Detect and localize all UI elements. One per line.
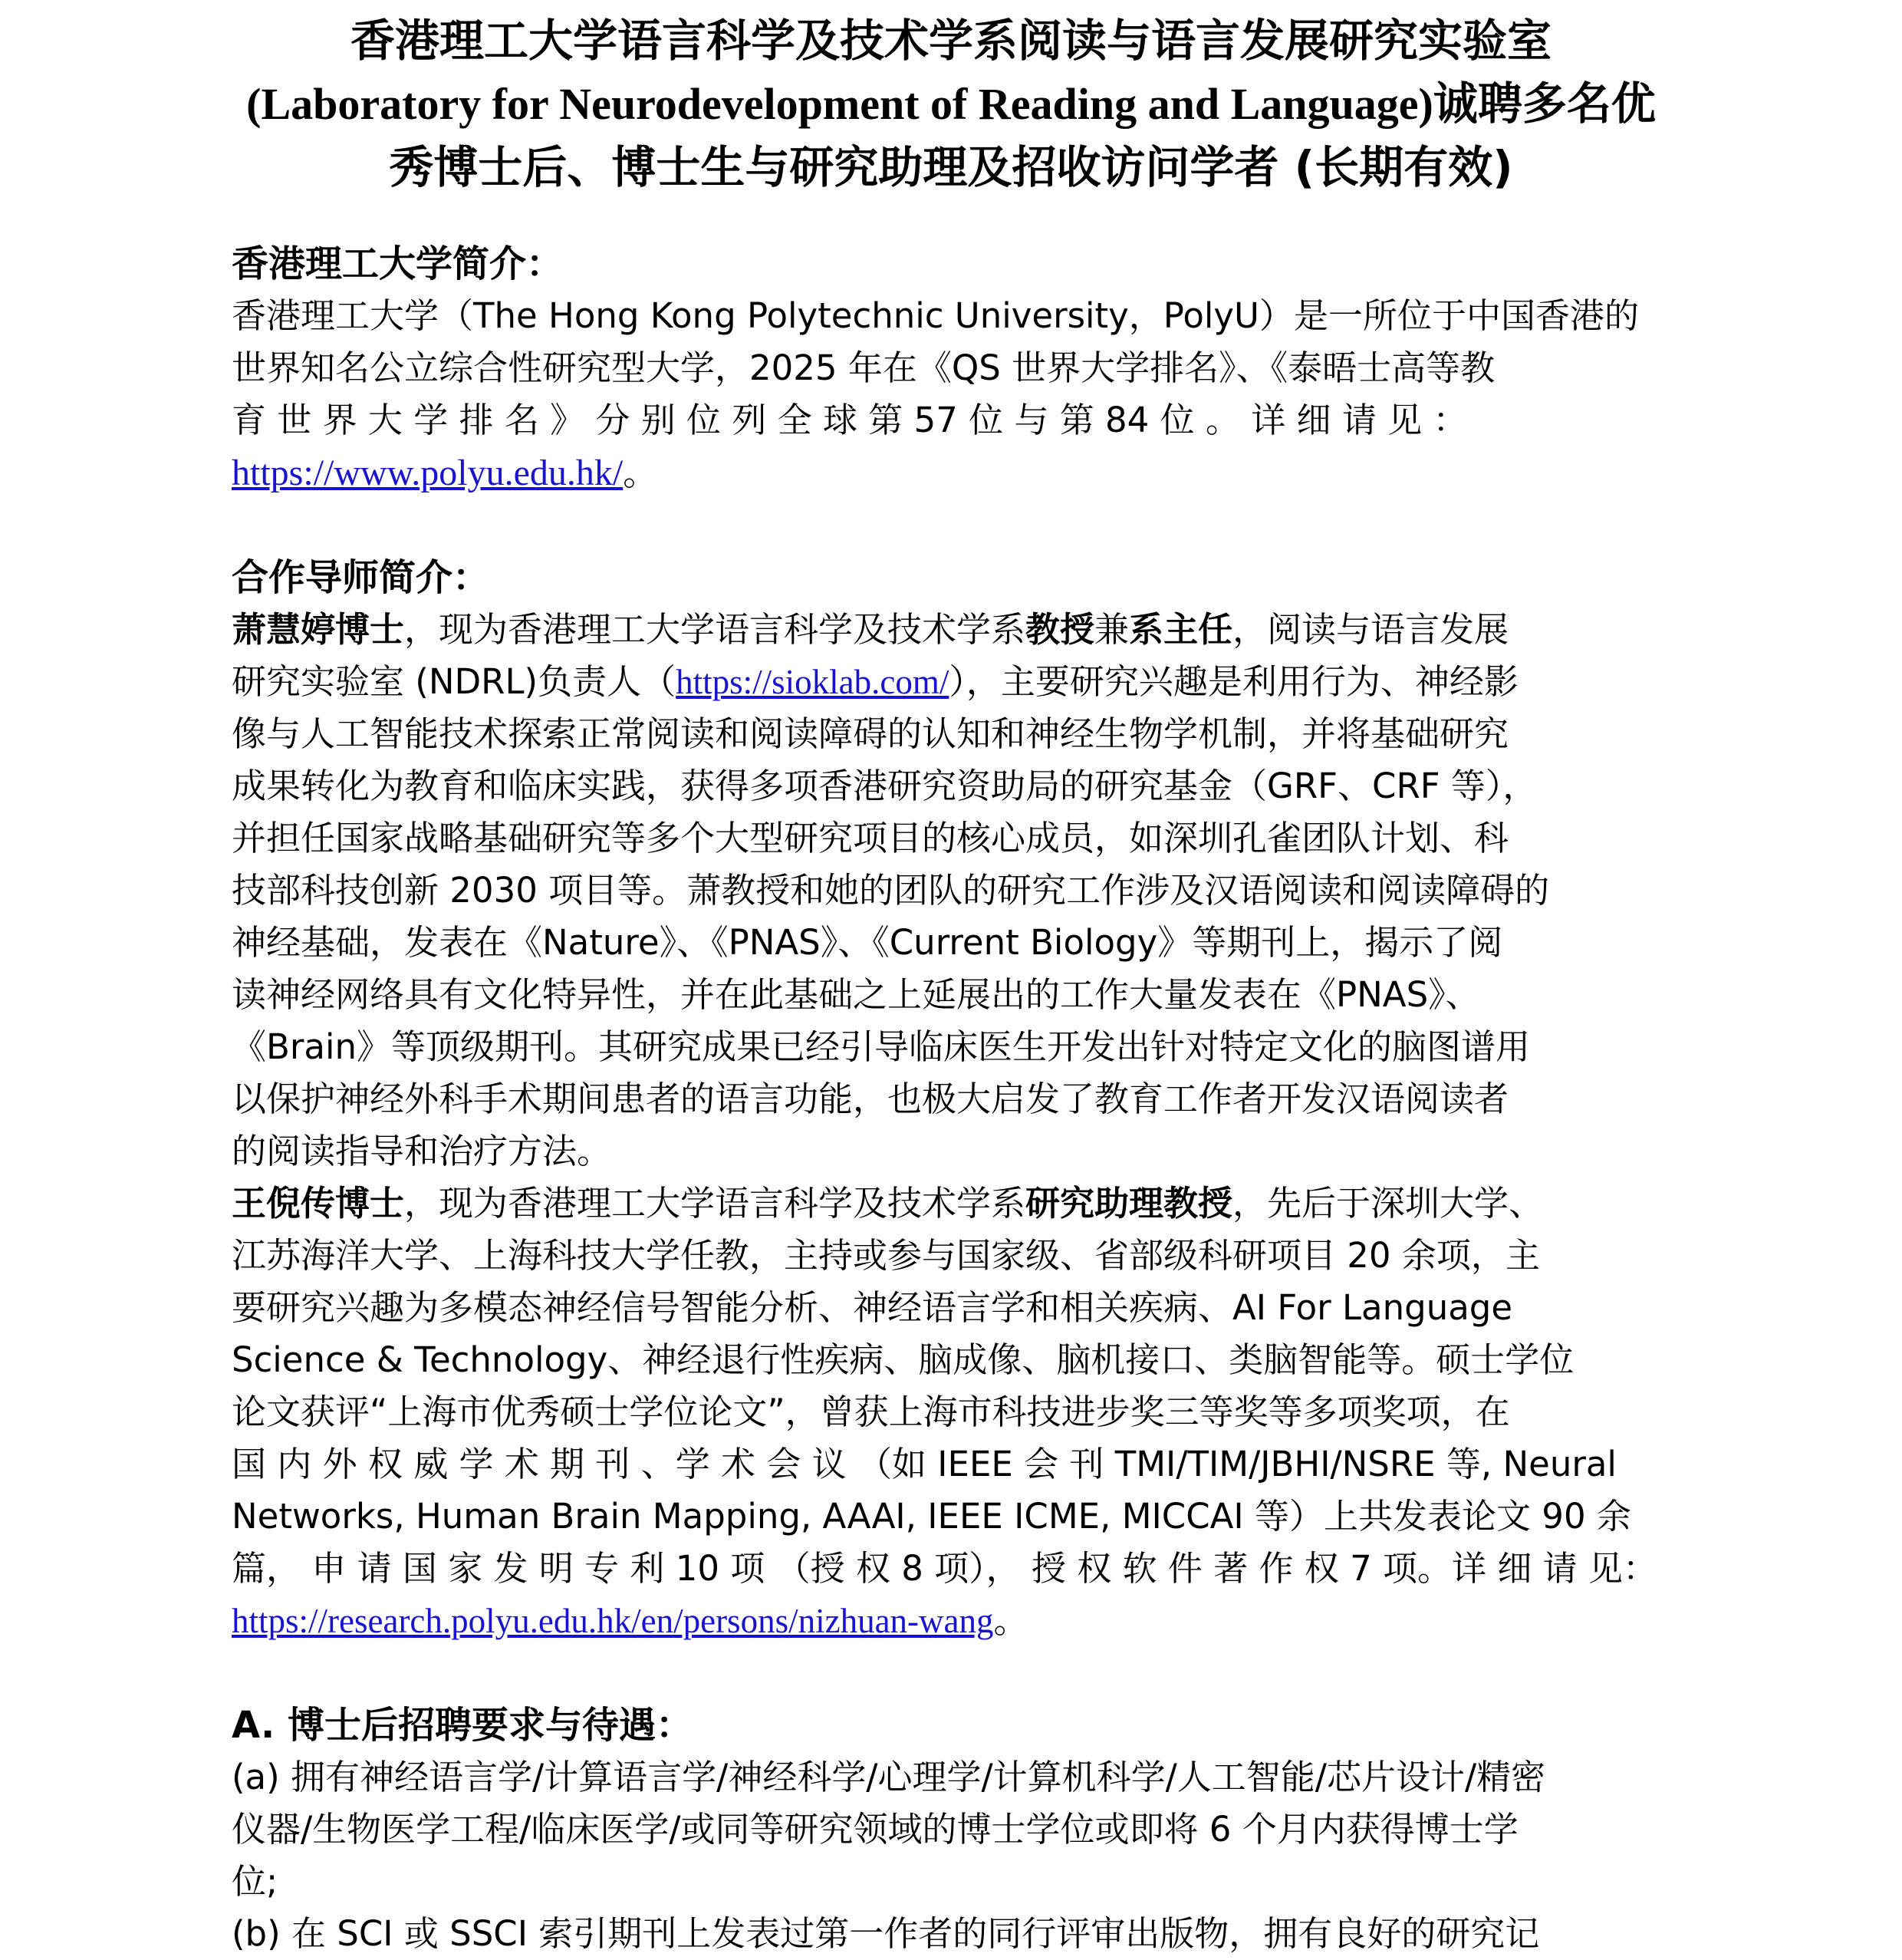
sioh-title-head: 系主任: [1129, 609, 1233, 650]
title-line-2-cn: 诚聘多名优: [1433, 77, 1656, 130]
wang-paragraph: [232, 1178, 1672, 1647]
sioh-line: 读神经网络具有文化特异性，并在此基础之上延展出的工作大量发表在《PNAS》、: [232, 974, 1480, 1015]
postdoc-line: 位;: [232, 1861, 278, 1902]
title-line-2: [215, 72, 1687, 136]
wang-line: 国 内 外 权 威 学 术 期 刊 、学 术 会 议 （如 IEEE 会 刊 TMI/TIM/JBHI/NSRE 等, Neural: [232, 1444, 1617, 1484]
sioh-line-2: [232, 656, 1672, 708]
sioh-name: 萧慧婷博士: [232, 609, 405, 650]
section-gap: [232, 499, 1672, 552]
sioh-line: 并担任国家战略基础研究等多个大型研究项目的核心成员，如深圳孔雀团队计划、科: [232, 818, 1509, 858]
section-gap: [232, 1647, 1672, 1699]
wang-link-line: [232, 1595, 1672, 1647]
postdoc-requirements: [232, 1751, 1672, 1960]
polyu-line-1: 香港理工大学（The Hong Kong Polytechnic University，PolyU）是一所位于中国香港的: [232, 295, 1639, 336]
wang-line-1: [232, 1178, 1672, 1230]
polyu-paragraph: [232, 290, 1672, 499]
wang-title: 研究助理教授: [1025, 1183, 1233, 1224]
document-body: [232, 238, 1672, 1960]
sioh-line-1-text-e: ，阅读与语言发展: [1232, 609, 1509, 650]
sioh-line-1-text-c: 兼: [1094, 609, 1130, 650]
sioh-line: 成果转化为教育和临床实践，获得多项香港研究资助局的研究基金（GRF、CRF 等），: [232, 766, 1538, 806]
postdoc-line: (b) 在 SCI 或 SSCI 索引期刊上发表过第一作者的同行评审出版物，拥有良好的研究记: [232, 1913, 1540, 1954]
sioh-line-1: [232, 604, 1672, 656]
sioh-paragraph: [232, 604, 1672, 1178]
title-line-1: 香港理工大学语言科学及技术学系阅读与语言发展研究实验室: [350, 15, 1552, 67]
polyu-link-line: [232, 446, 1672, 499]
polyu-website-link[interactable]: https://www.polyu.edu.hk/: [232, 453, 624, 493]
wang-profile-link[interactable]: https://research.polyu.edu.hk/en/persons/nizhuan-wang: [232, 1602, 994, 1640]
wang-name: 王倪传博士: [232, 1183, 405, 1224]
sioh-line: 技部科技创新 2030 项目等。萧教授和她的团队的研究工作涉及汉语阅读和阅读障碍的: [232, 870, 1550, 911]
polyu-link-suffix: 。: [623, 453, 658, 493]
title-line-3: 秀博士后、博士生与研究助理及招收访问学者 (长期有效): [389, 141, 1513, 193]
sioh-line: 像与人工智能技术探索正常阅读和阅读障碍的认知和神经生物学机制，并将基础研究: [232, 713, 1509, 754]
sioh-line: 《Brain》等顶级期刊。其研究成果已经引导临床医生开发出针对特定文化的脑图谱用: [232, 1026, 1530, 1067]
wang-line: Science & Technology、神经退行性疾病、脑成像、脑机接口、类脑智能等。硕士学位: [232, 1339, 1575, 1380]
wang-line: 要研究兴趣为多模态神经信号智能分析、神经语言学和相关疾病、AI For Language: [232, 1287, 1513, 1328]
mentors-heading: 合作导师简介：: [232, 556, 490, 599]
wang-line: 篇， 申 请 国 家 发 明 专 利 10 项 （授 权 8 项）， 授 权 软 件 著 作 权 7 项。详 细 请 见：: [232, 1548, 1657, 1589]
sioh-title-professor: 教授: [1025, 609, 1095, 650]
wang-line: 论文获评“上海市优秀硕士学位论文”，曾获上海市科技进步奖三等奖等多项奖项，在: [232, 1392, 1510, 1432]
sioh-line-2-text-a: 研究实验室 (NDRL)负责人（: [232, 661, 676, 702]
wang-line-1-text-c: ，先后于深圳大学、: [1232, 1183, 1544, 1224]
wang-line: Networks, Human Brain Mapping, AAAI, IEEE ICME, MICCAI 等）上共发表论文 90 余: [232, 1496, 1631, 1537]
sioh-line: 的阅读指导和治疗方法。: [232, 1131, 612, 1171]
sioh-line-1-text-a: ，现为香港理工大学语言科学及技术学系: [404, 609, 1026, 650]
lab-english-name: (Laboratory for Neurodevelopment of Reading and Language): [246, 79, 1433, 129]
wang-line-1-text-a: ，现为香港理工大学语言科学及技术学系: [404, 1183, 1026, 1224]
polyu-line-3: 育 世 界 大 学 排 名 》 分 别 位 列 全 球 第 57 位 与 第 84 位 。 详 细 请 见 ：: [232, 400, 1468, 440]
sioh-line: 以保护神经外科手术期间患者的语言功能，也极大启发了教育工作者开发汉语阅读者: [232, 1079, 1509, 1119]
polyu-line-2: 世界知名公立综合性研究型大学，2025 年在《QS 世界大学排名》、《泰晤士高等教: [232, 348, 1496, 388]
postdoc-line: 仪器/生物医学工程/临床医学/或同等研究领域的博士学位或即将 6 个月内获得博士学: [232, 1809, 1519, 1850]
wang-line: 江苏海洋大学、上海科技大学任教，主持或参与国家级、省部级科研项目 20 余项，主: [232, 1235, 1540, 1276]
sioklab-link[interactable]: https://sioklab.com/: [676, 663, 949, 701]
sioh-line-2-text-b: ），主要研究兴趣是利用行为、神经影: [949, 661, 1519, 702]
wang-link-suffix: 。: [993, 1600, 1028, 1641]
polyu-heading: 香港理工大学简介：: [232, 242, 564, 285]
sioh-line: 神经基础，发表在《Nature》、《PNAS》、《Current Biology》等期刊上，揭示了阅: [232, 922, 1503, 963]
document-title: [215, 9, 1687, 199]
postdoc-heading: A. 博士后招聘要求与待遇：: [232, 1704, 693, 1747]
postdoc-line: (a) 拥有神经语言学/计算语言学/神经科学/心理学/计算机科学/人工智能/芯片设计/精密: [232, 1757, 1546, 1797]
